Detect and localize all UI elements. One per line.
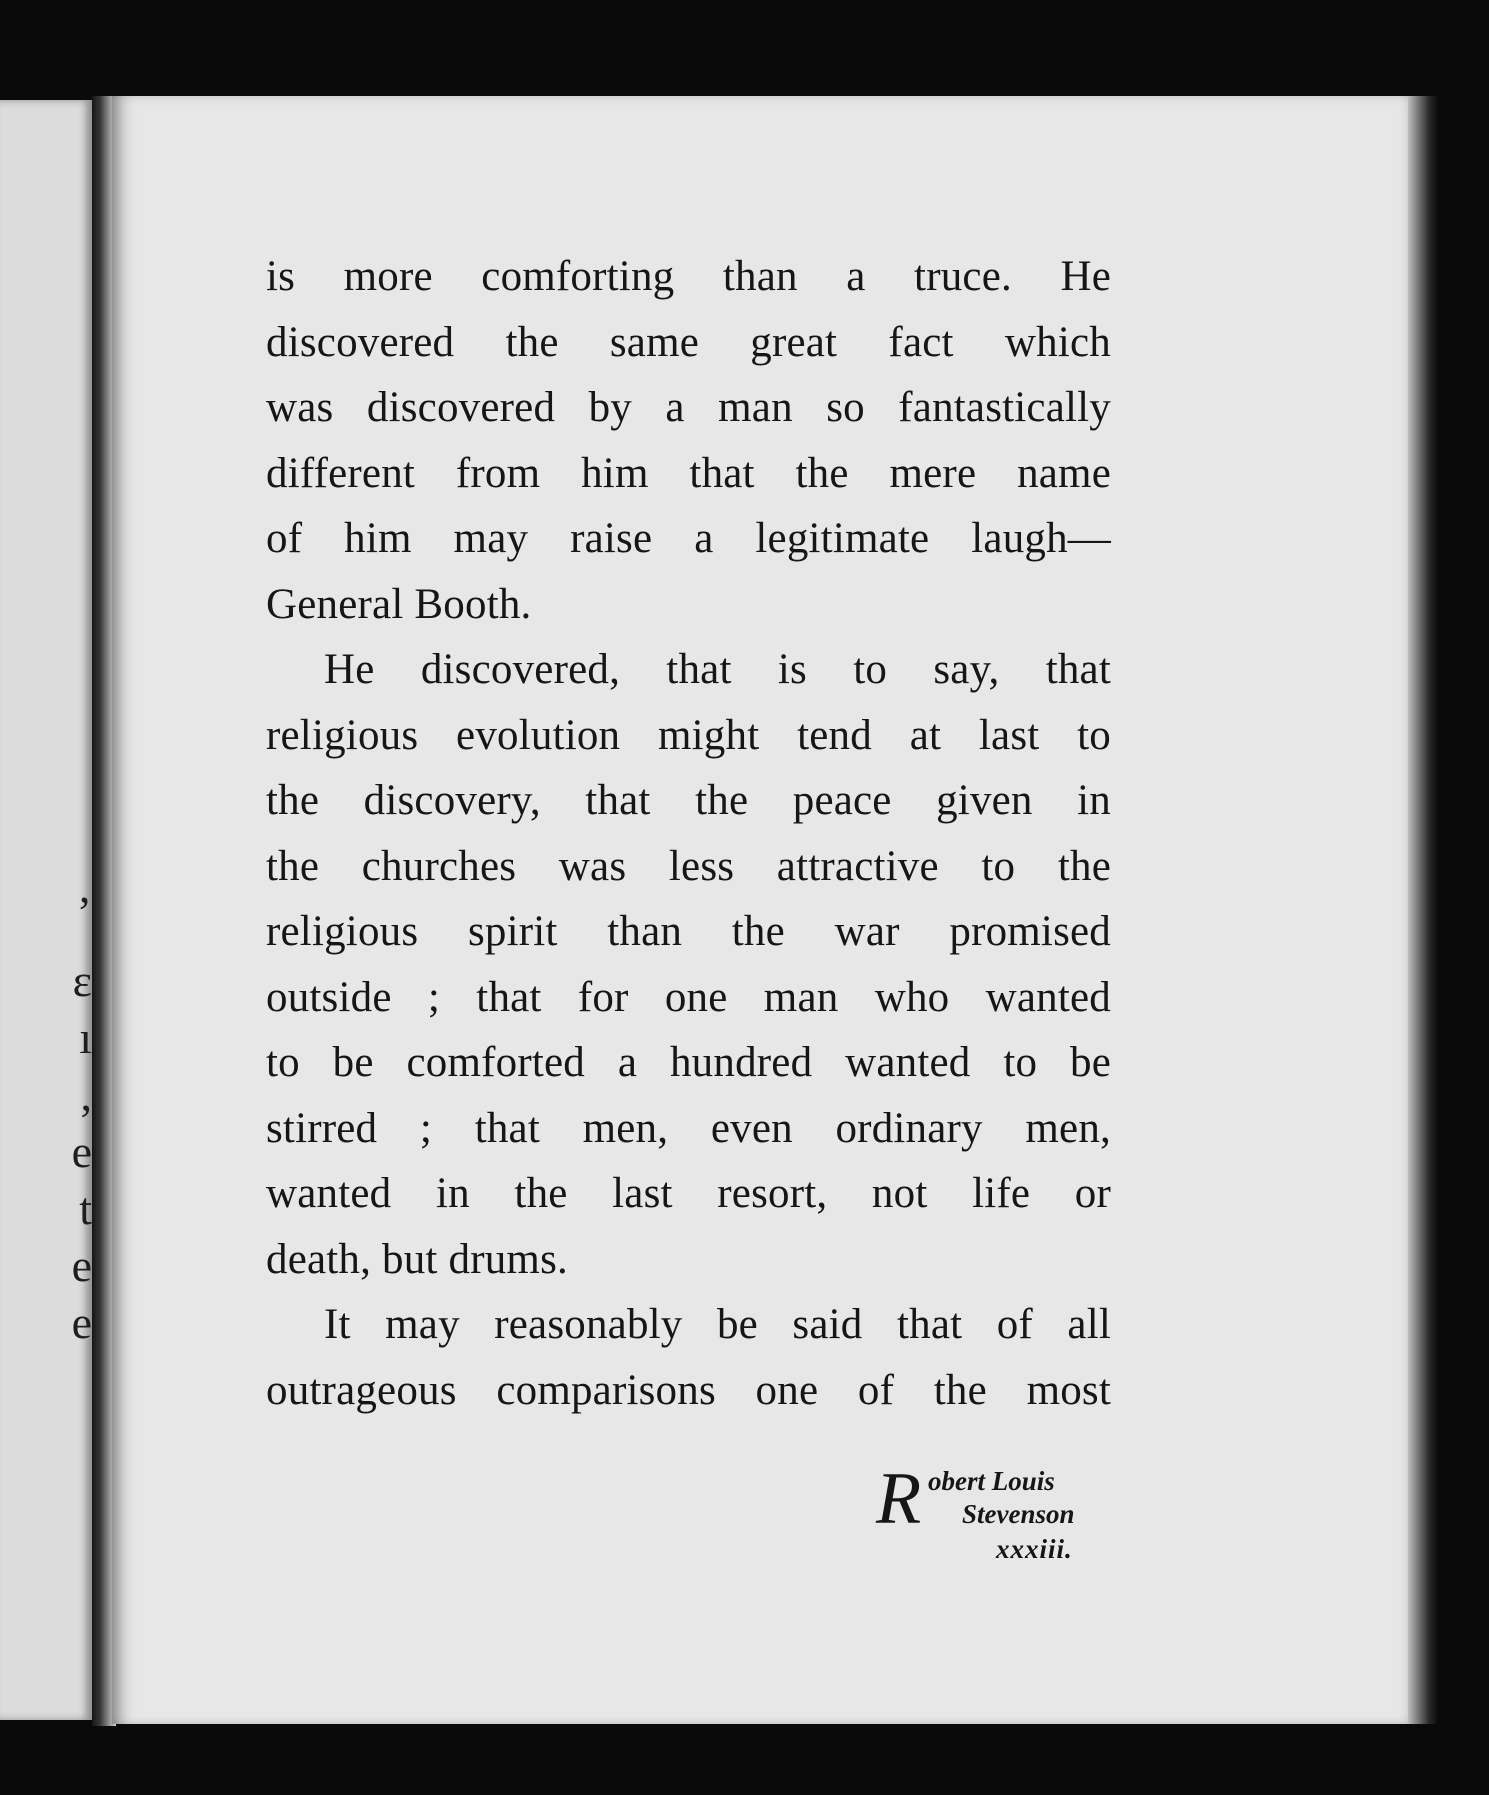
text-line: religious evolution might tend at last to [266, 711, 1111, 759]
text-line: General Booth. [266, 580, 532, 628]
left-edge-char: ʼ [76, 887, 92, 938]
left-edge-char: e [71, 1240, 92, 1291]
running-footer-signature [876, 1458, 1106, 1590]
paragraph-2 [266, 637, 1111, 1292]
signature-line-1: obert Louis [928, 1466, 1055, 1496]
left-edge-char: ı [79, 1012, 92, 1063]
left-edge-char: t [79, 1183, 92, 1234]
text-line: different from him that the mere name [266, 449, 1111, 497]
text-line: outside ; that for one man who wanted [266, 973, 1111, 1021]
paragraph-1 [266, 244, 1111, 637]
page-number: xxxiii. [996, 1534, 1073, 1564]
text-line: It may reasonably be said that of all [324, 1301, 1111, 1348]
facing-page-left [0, 100, 92, 1720]
left-edge-char: e [71, 1126, 92, 1177]
left-edge-char: ɛ [72, 955, 92, 1006]
text-line: was discovered by a man so fantastically [266, 384, 1111, 431]
text-line: of him may raise a legitimate laugh— [266, 515, 1111, 562]
text-line: to be comforted a hundred wanted to be [266, 1039, 1111, 1086]
signature-line-2: Stevenson [962, 1499, 1075, 1529]
page-right-edge [1408, 96, 1438, 1724]
left-edge-char: e [71, 1297, 92, 1348]
text-line: outrageous comparisons one of the most [266, 1366, 1111, 1414]
text-line: He discovered, that is to say, that [324, 646, 1111, 693]
text-line: death, but drums. [266, 1235, 568, 1283]
text-line: the discovery, that the peace given in [266, 777, 1111, 824]
left-edge-char: , [80, 1069, 92, 1120]
text-line: the churches was less attractive to the [266, 842, 1111, 890]
text-line: is more comforting than a truce. He [266, 253, 1111, 300]
text-line: stirred ; that men, even ordinary men, [266, 1104, 1111, 1152]
text-line: discovered the same great fact which [266, 318, 1111, 366]
paragraph-3 [266, 1292, 1111, 1423]
body-text [266, 244, 1111, 1423]
text-line: religious spirit than the war promised [266, 908, 1111, 955]
signature-initial: R [876, 1458, 922, 1540]
text-line: wanted in the last resort, not life or [266, 1170, 1111, 1217]
